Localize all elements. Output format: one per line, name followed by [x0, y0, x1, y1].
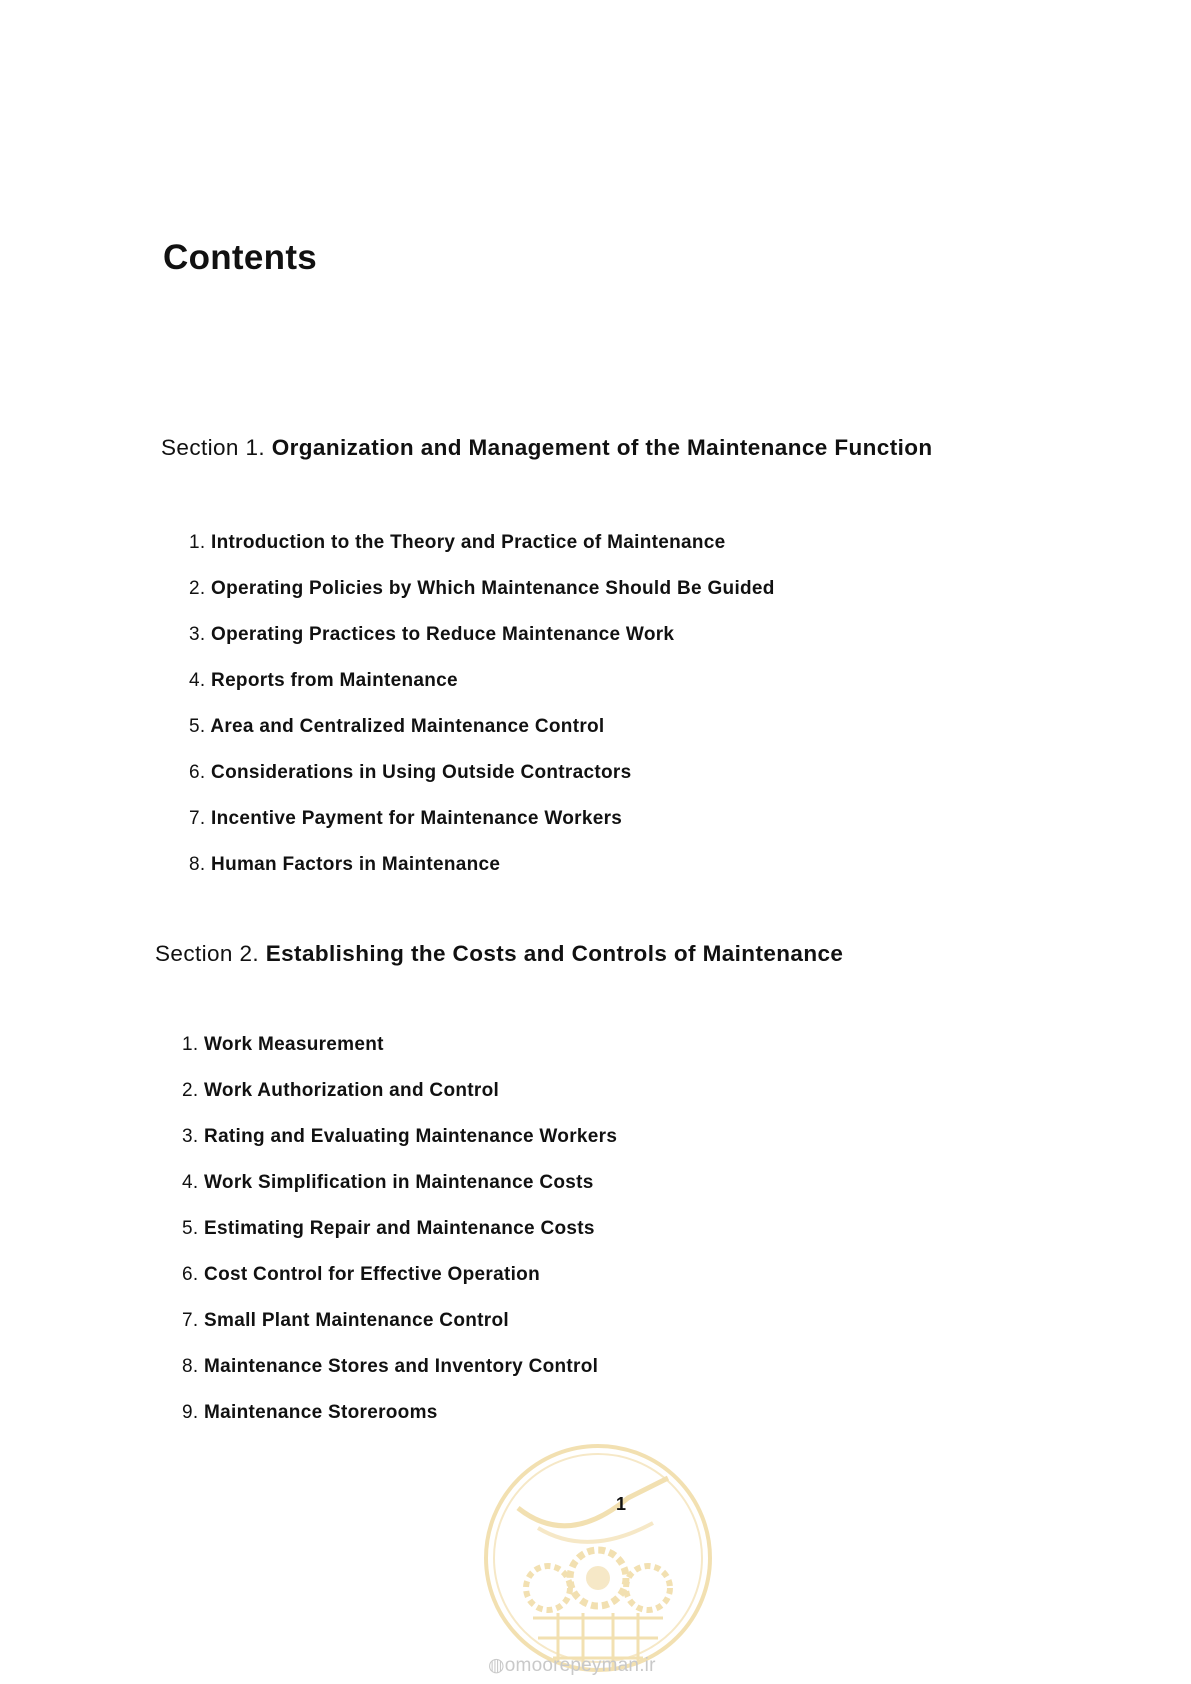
section-1-heading — [161, 435, 933, 461]
chapter-title: Work Authorization and Control — [204, 1080, 500, 1101]
section-2-title: Establishing the Costs and Controls of Maintenance — [265, 941, 844, 966]
chapter-1-7[interactable] — [189, 796, 775, 842]
chapter-1-8[interactable] — [189, 842, 775, 888]
chapter-number: 7. — [189, 808, 206, 829]
chapter-2-8[interactable] — [182, 1344, 617, 1390]
chapter-number: 1. — [182, 1034, 199, 1055]
chapter-2-2[interactable] — [182, 1068, 617, 1114]
chapter-number: 8. — [182, 1356, 199, 1377]
chapter-title: Rating and Evaluating Maintenance Workers — [204, 1126, 618, 1147]
chapter-number: 8. — [189, 854, 206, 875]
chapter-title: Cost Control for Effective Operation — [204, 1264, 540, 1285]
chapter-number: 7. — [182, 1310, 199, 1331]
chapter-2-9[interactable] — [182, 1390, 617, 1436]
watermark-site-text: omoorepeyman.ir — [504, 1655, 656, 1676]
chapter-title: Operating Policies by Which Maintenance Should Be Guided — [211, 578, 775, 599]
chapter-title: Maintenance Stores and Inventory Control — [204, 1356, 599, 1377]
chapter-title: Small Plant Maintenance Control — [204, 1310, 509, 1331]
chapter-number: 2. — [182, 1080, 199, 1101]
section-2-number: Section 2. — [155, 941, 260, 966]
chapter-title: Considerations in Using Outside Contractors — [211, 762, 632, 783]
chapter-title: Introduction to the Theory and Practice of Maintenance — [211, 532, 726, 553]
section-1-title: Organization and Management of the Maintenance Function — [271, 435, 933, 460]
chapter-title: Maintenance Storerooms — [204, 1402, 438, 1423]
page-title: Contents — [163, 238, 318, 277]
chapter-title: Work Simplification in Maintenance Costs — [204, 1172, 594, 1193]
chapter-title: Reports from Maintenance — [211, 670, 458, 691]
chapter-number: 6. — [182, 1264, 199, 1285]
chapter-1-5[interactable] — [189, 704, 775, 750]
section-2-chapter-list — [182, 1022, 617, 1436]
chapter-2-4[interactable] — [182, 1160, 617, 1206]
chapter-1-6[interactable] — [189, 750, 775, 796]
section-1-number: Section 1. — [161, 435, 266, 460]
chapter-number: 3. — [189, 624, 206, 645]
chapter-1-2[interactable] — [189, 566, 775, 612]
section-1-chapter-list — [189, 520, 775, 888]
chapter-title: Human Factors in Maintenance — [211, 854, 501, 875]
page-number: 1 — [616, 1494, 627, 1514]
section-2-heading — [155, 941, 843, 967]
chapter-number: 3. — [182, 1126, 199, 1147]
chapter-number: 4. — [182, 1172, 199, 1193]
chapter-number: 6. — [189, 762, 206, 783]
chapter-2-7[interactable] — [182, 1298, 617, 1344]
chapter-number: 2. — [189, 578, 206, 599]
chapter-1-1[interactable] — [189, 520, 775, 566]
chapter-title: Estimating Repair and Maintenance Costs — [204, 1218, 595, 1239]
chapter-title: Area and Centralized Maintenance Control — [210, 716, 605, 737]
chapter-number: 4. — [189, 670, 206, 691]
chapter-2-3[interactable] — [182, 1114, 617, 1160]
chapter-number: 5. — [182, 1218, 199, 1239]
chapter-1-4[interactable] — [189, 658, 775, 704]
watermark-site — [488, 1654, 656, 1677]
globe-icon: ◍ — [488, 1655, 505, 1676]
chapter-title: Work Measurement — [204, 1034, 384, 1055]
chapter-2-1[interactable] — [182, 1022, 617, 1068]
chapter-1-3[interactable] — [189, 612, 775, 658]
chapter-2-6[interactable] — [182, 1252, 617, 1298]
chapter-number: 9. — [182, 1402, 199, 1423]
chapter-number: 5. — [189, 716, 206, 737]
chapter-title: Incentive Payment for Maintenance Workers — [211, 808, 623, 829]
chapter-2-5[interactable] — [182, 1206, 617, 1252]
watermark-logo-icon — [478, 1438, 718, 1678]
chapter-title: Operating Practices to Reduce Maintenance Work — [211, 624, 675, 645]
chapter-number: 1. — [189, 532, 206, 553]
